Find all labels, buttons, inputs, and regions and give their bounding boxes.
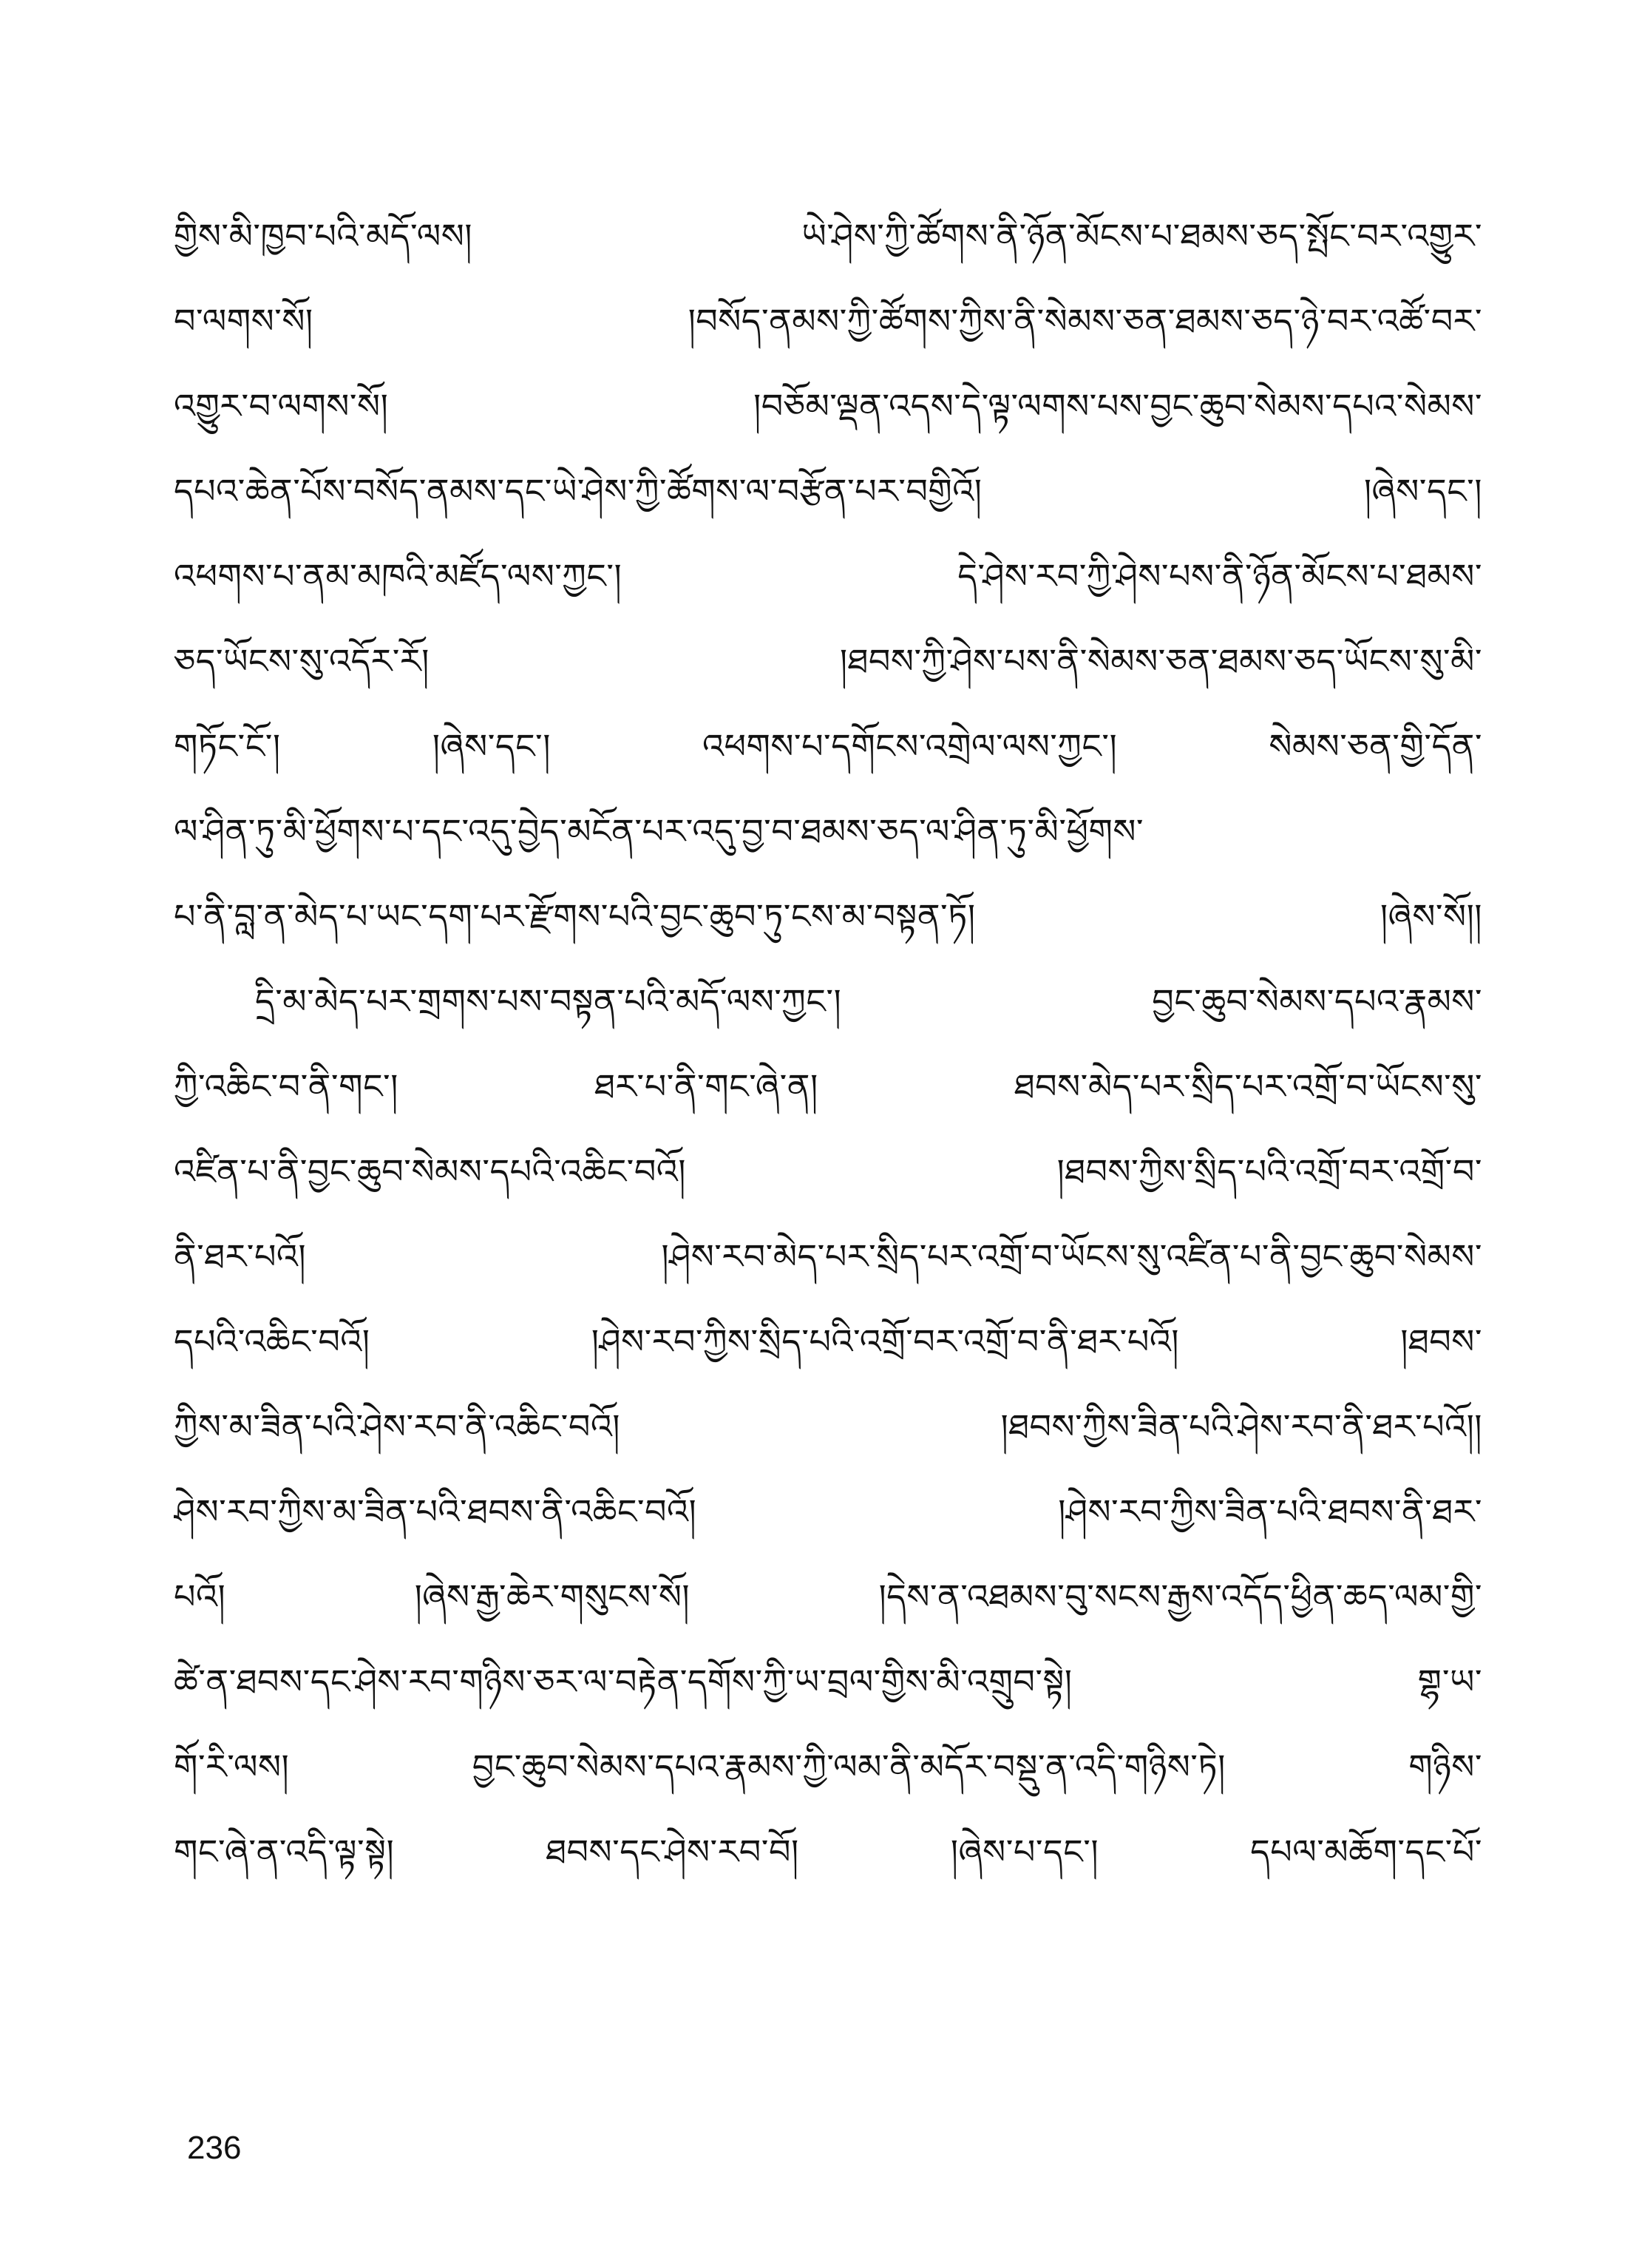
text-line: གང་ཞེ་ན་འདི་ལྟ་སྟེ། ཐབས་དང་ཤེས་རབ་བོ། །ཞེས་པ་དང་། དཔལ་མཆོག་དང་པོ་: [174, 1832, 1482, 1872]
text-line: བ་ལགས་སོ། །བསོད་ནམས་ཀྱི་ཚོགས་ཀྱིས་ནི་སེམས་ཅན་ཐམས་ཅད་ཉེ་བར་འཚོ་བར་: [174, 301, 1482, 341]
text-line: གཏོང་ངོ་། །ཞེས་དང་། འཕགས་པ་དགོངས་འགྲེལ་ལས་ཀྱང་། སེམས་ཅན་གྱི་དོན་: [174, 726, 1482, 766]
page-number: 236: [187, 2130, 242, 2166]
text-line: དཔའི་འཆིང་བའོ། །ཤེས་རབ་ཀྱིས་སྲིད་པའི་འགྲོ་བར་འགྲོ་བ་ནི་ཐར་པའོ། །ཐབས་: [174, 1321, 1482, 1361]
text-line: པའོ། །ཞེས་རྒྱ་ཆེར་གསུངས་སོ། །དེས་ན་འཐམས་བུ་སངས་རྒྱས་འདོད་ཕྱིན་ཆད་ལམ་གྱི་: [174, 1577, 1482, 1617]
text-line: ཀྱི་འཆིང་བ་ནི་གང་། ཐར་པ་ནི་གང་ཞེ་ན། ཐབས་མེད་པར་སྲིད་པར་འགྲོ་བ་ཡོངས་སུ་: [174, 1066, 1482, 1106]
text-line: འགྱུར་བ་ལགས་སོ། །བཅོམ་ལྡན་འདས་དེ་ལྟ་ལགས་པས་བྱང་ཆུབ་སེམས་དཔའ་སེམས་: [174, 386, 1482, 426]
text-line: གྱིས་མི་ཁྱབ་པའི་མདོ་ལས། ཡེ་ཤེས་ཀྱི་ཚོགས་ནི་ཉོན་མོངས་པ་ཐམས་ཅད་སྤོང་བར་འགྱུར་: [174, 216, 1482, 256]
text-line: ཅད་ཡོངས་སུ་འདོར་རོ། །ཐབས་ཀྱི་ཤེས་པས་ནི་སེམས་ཅན་ཐམས་ཅད་ཡོངས་སུ་མི་: [174, 641, 1482, 681]
text-line: ཀྱིས་མ་ཟིན་པའི་ཤེས་རབ་ནི་འཆིང་བའོ། །ཐབས་ཀྱིས་ཟིན་པའི་ཤེས་རབ་ནི་ཐར་པའོ།།: [174, 1407, 1482, 1446]
text-line: འཛིན་པ་ནི་བྱང་ཆུབ་སེམས་དཔའི་འཆིང་བའོ། །ཐབས་ཀྱིས་སྲིད་པའི་འགྲོ་བར་འགྲོ་བ་: [174, 1151, 1482, 1191]
text-line: ཤེས་རབ་ཀྱིས་མ་ཟིན་པའི་ཐབས་ནི་འཆིང་བའོ། །ཤེས་རབ་ཀྱིས་ཟིན་པའི་ཐབས་ནི་ཐར་: [174, 1492, 1482, 1531]
text-line: ལ་ཤིན་ཏུ་མི་ཕྱོགས་པ་དང་འདུ་བྱེད་མངོན་པར་འདུ་བྱ་བ་ཐམས་ཅད་ལ་ཤིན་ཏུ་མི་ཕྱོགས་: [174, 811, 1144, 851]
text-line: ཚེ་ན་ཐབས་དང་ཤེས་རབ་གཉིས་ཅར་ལ་བརྟེན་དགོས་ཀྱི་ཡ་བྲལ་གྱིས་མི་འགྲུབ་སྟེ། གྷ་ཡ་: [174, 1662, 1482, 1702]
text-line: དཔའ་ཆེན་པོས་བསོད་ནམས་དང་ཡེ་ཤེས་ཀྱི་ཚོགས་ལ་བརྩོན་པར་བགྱིའོ། །ཞེས་དང་།: [174, 471, 1482, 511]
body-text: [174, 194, 1482, 1895]
text-line: པ་ནི་བླ་ན་མེད་པ་ཡང་དག་པར་རྫོགས་པའི་བྱང་ཆུབ་ཏུ་ངས་མ་བསྟན་ཏོ། །ཞེས་སོ།།: [174, 896, 1482, 936]
text-line: ནི་ཐར་པའོ། །ཤེས་རབ་མེད་པར་སྲིད་པར་འགྲོ་བ་ཡོངས་སུ་འཛིན་པ་ནི་བྱང་ཆུབ་སེམས་: [174, 1236, 1482, 1276]
text-line: གོ་རི་ལས། བྱང་ཆུབ་སེམས་དཔའ་རྣམས་ཀྱི་ལམ་ནི་མདོར་བསྡུ་ན་འདི་གཉིས་ཏེ། གཉིས་: [174, 1747, 1482, 1787]
text-line: འཕགས་པ་ནམ་མཁའི་མཛོད་ལས་ཀྱང་། དེ་ཤེས་རབ་ཀྱི་ཤེས་པས་ནི་ཉོན་མོངས་པ་ཐམས་: [174, 556, 1482, 596]
paragraph-start-line: དྲི་མ་མེད་པར་གྲགས་པས་བསྟན་པའི་མདོ་ལས་ཀྱང་། བྱང་ཆུབ་སེམས་དཔའ་རྣམས་: [255, 981, 1482, 1021]
